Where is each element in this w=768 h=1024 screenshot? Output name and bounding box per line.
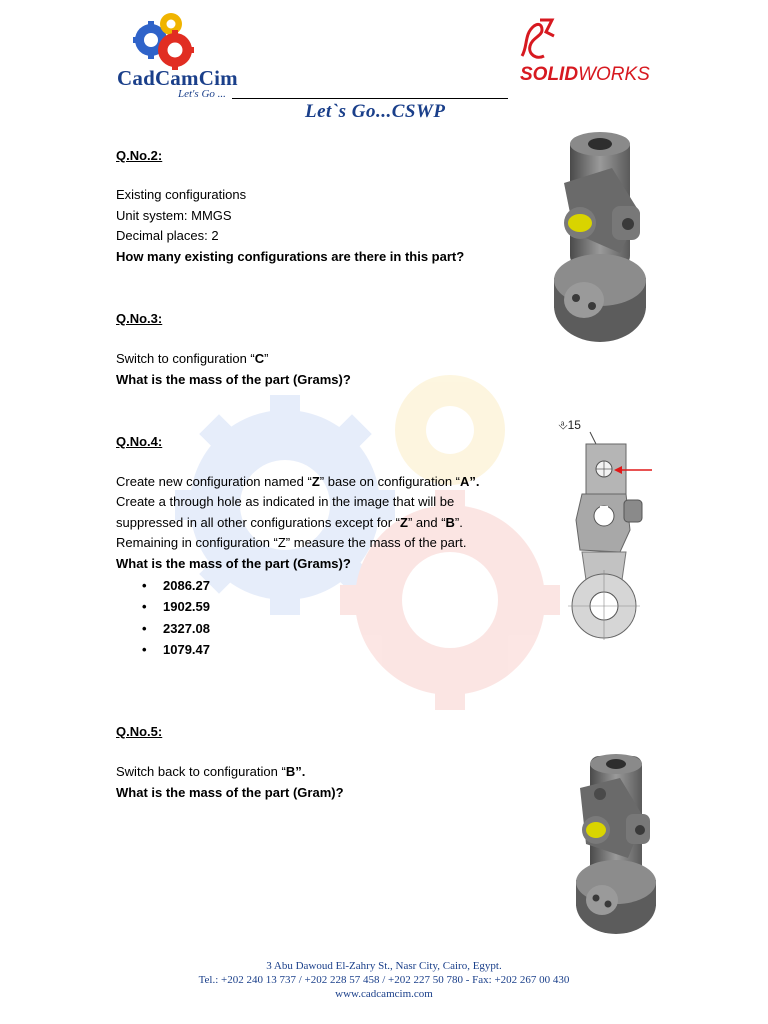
question-5-config-name: B: [285, 764, 296, 779]
question-3-line: [116, 349, 268, 370]
question-4-config-b: B: [445, 515, 455, 530]
question-5-line-post: ”.: [295, 764, 306, 779]
solidworks-logo-works: WORKS: [578, 64, 650, 85]
part-drawing-hole: [560, 430, 660, 640]
solidworks-ds-icon: [518, 16, 560, 64]
dimension-label: ⎀15: [558, 418, 581, 432]
question-4-config-z: Z: [311, 474, 320, 489]
question-3-line-pre: Switch to configuration “: [116, 351, 255, 366]
question-4-line-4: Remaining in configuration “Z” measure the mass of the part.: [116, 535, 467, 550]
question-5-prompt: What is the mass of the part (Gram)?: [116, 785, 344, 800]
question-2-line-2: Unit system: MMGS: [116, 208, 232, 223]
question-5-title: Q.No.5:: [116, 724, 163, 739]
question-4-line-3-mid: ” and “: [407, 515, 446, 530]
footer-phones: Tel.: +202 240 13 737 / +202 228 57 458 / +202 227 50 780 - Fax: +202 267 00 430: [198, 974, 570, 986]
header-rule: [232, 98, 508, 99]
question-4-line-2: Create a through hole as indicated in the image that will be: [116, 494, 455, 509]
footer-website[interactable]: www.cadcamcim.com: [335, 988, 433, 1000]
question-2-line-3: Decimal places: 2: [116, 228, 219, 243]
solidworks-logo-solid: SOLID: [520, 64, 579, 85]
option-value: 1902.59: [163, 599, 210, 615]
question-5-line-pre: Switch back to configuration “: [116, 764, 286, 779]
question-4-config-z2: Z: [400, 515, 408, 530]
question-4-line-1-post: ”.: [469, 474, 480, 489]
question-4-line-1-pre: Create new configuration named “: [116, 474, 312, 489]
question-3-prompt: What is the mass of the part (Grams)?: [116, 372, 351, 387]
question-4-prompt: What is the mass of the part (Grams)?: [116, 556, 351, 571]
question-4-line-1: [116, 472, 480, 493]
solidworks-logo: [520, 64, 650, 86]
question-4-title: Q.No.4:: [116, 434, 163, 449]
bullet-icon: •: [142, 620, 147, 636]
cadcamcim-gears-icon: [133, 10, 195, 70]
slogan: Let`s Go...CSWP: [305, 101, 446, 122]
question-3-config-name: C: [254, 351, 265, 366]
question-4-options: [116, 575, 210, 660]
question-4-line-3-post: ”.: [454, 515, 463, 530]
question-5-line: [116, 762, 305, 783]
part-image-config-b: [570, 748, 670, 938]
question-3-title: Q.No.3:: [116, 311, 163, 326]
question-4-line-3-pre: suppressed in all other configurations except for “: [116, 515, 400, 530]
question-4-line-1-mid: ” base on configuration “: [319, 474, 460, 489]
option-value: 2327.08: [163, 620, 210, 636]
question-2-prompt: How many existing configurations are there in this part?: [116, 249, 465, 264]
bullet-icon: •: [142, 641, 147, 657]
brand-name: CadCamCim: [117, 66, 238, 90]
option-item: [116, 575, 210, 596]
bullet-icon: •: [142, 578, 147, 593]
question-4-config-a: A: [460, 474, 470, 489]
footer-address: 3 Abu Dawoud El-Zahry St., Nasr City, Cairo, Egypt.: [266, 960, 502, 972]
option-item: [116, 639, 210, 660]
question-4-line-3: [116, 513, 463, 534]
bullet-icon: •: [142, 599, 147, 615]
brand-tagline: Let's Go ...: [178, 88, 226, 100]
option-item: [116, 596, 210, 617]
option-item: [116, 618, 210, 639]
question-3-line-post: ”: [264, 351, 269, 366]
question-2-line-1: Existing configurations: [116, 187, 247, 202]
option-value: 2086.27: [163, 578, 210, 593]
option-value: 1079.47: [163, 641, 210, 657]
question-2-title: Q.No.2:: [116, 148, 163, 163]
part-image-config: [552, 128, 672, 348]
